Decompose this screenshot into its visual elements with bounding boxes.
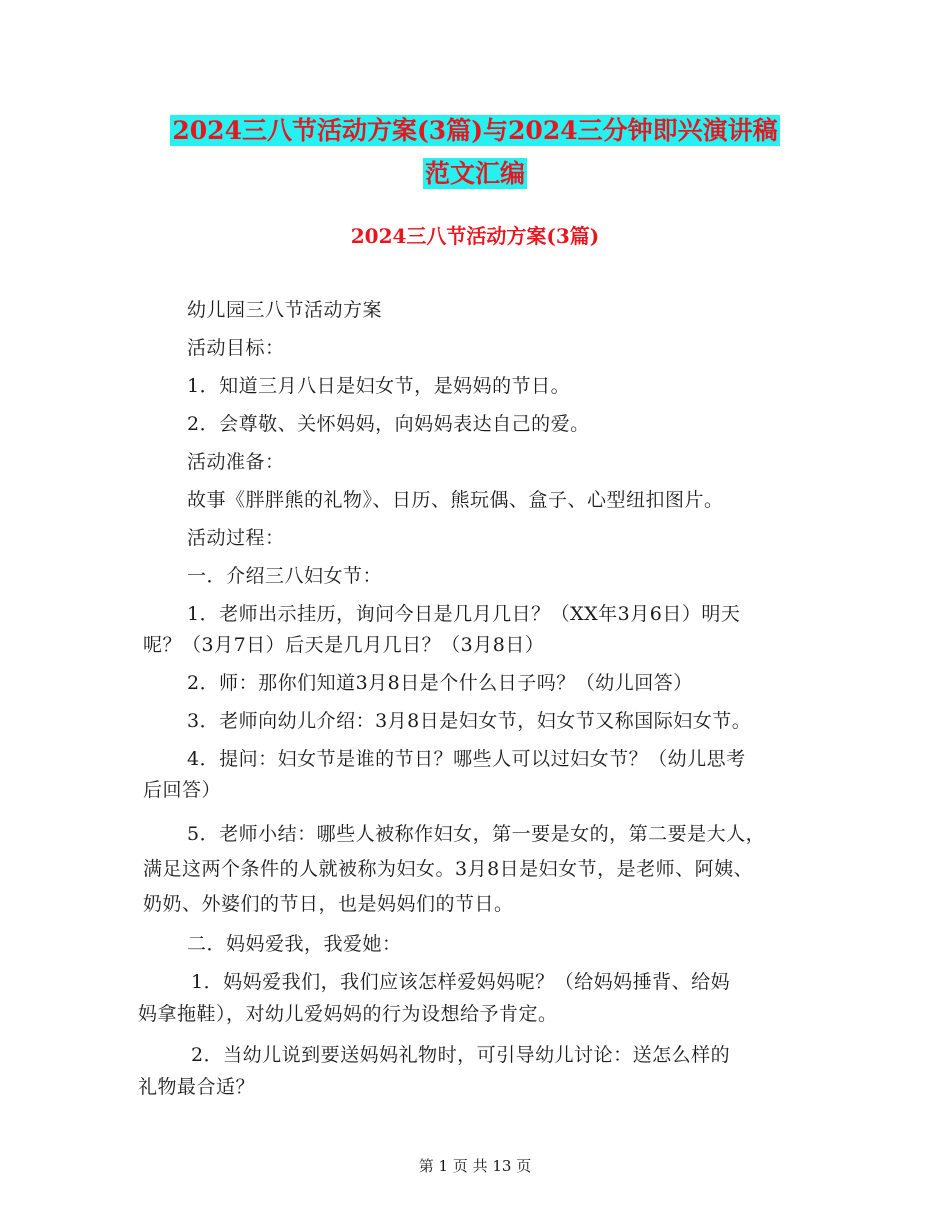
section-title: 2024三八节活动方案(3篇) bbox=[350, 224, 600, 248]
document-title-line2: 范文汇编 bbox=[424, 159, 525, 188]
paragraph-line: 1．老师出示挂历，询问今日是几月几日？（XX年3月6日）明天 bbox=[187, 603, 741, 625]
paragraph-line: 2．当幼儿说到要送妈妈礼物时，可引导幼儿讨论：送怎么样的 bbox=[191, 1044, 731, 1066]
paragraph-line: 后回答） bbox=[143, 779, 222, 801]
paragraph-line: 二．妈妈爱我，我爱她： bbox=[187, 933, 402, 955]
paragraph-line: 4．提问：妇女节是谁的节日？哪些人可以过妇女节？（幼儿思考 bbox=[187, 748, 746, 770]
paragraph-line: 妈拿拖鞋），对幼儿爱妈妈的行为设想给予肯定。 bbox=[138, 1003, 558, 1025]
paragraph-line: 幼儿园三八节活动方案 bbox=[187, 299, 383, 321]
document-title-line1: 2024三八节活动方案(3篇)与2024三分钟即兴演讲稿 bbox=[172, 116, 778, 145]
paragraph-line: 2．会尊敬、关怀妈妈，向妈妈表达自己的爱。 bbox=[187, 413, 590, 435]
paragraph-line: 活动过程： bbox=[187, 527, 285, 549]
paragraph-line: 活动准备： bbox=[187, 451, 285, 473]
paragraph-line: 3．老师向幼儿介绍：3月8日是妇女节，妇女节又称国际妇女节。 bbox=[187, 710, 752, 732]
paragraph-line: 5．老师小结：哪些人被称作妇女，第一要是女的，第二要是大人， bbox=[187, 823, 766, 845]
paragraph-line: 2．师：那你们知道3月8日是个什么日子吗？（幼儿回答） bbox=[187, 672, 693, 694]
paragraph-line: 故事《胖胖熊的礼物》、日历、熊玩偶、盒子、心型纽扣图片。 bbox=[187, 489, 724, 511]
paragraph-line: 一．介绍三八妇女节： bbox=[187, 565, 383, 587]
paragraph-line: 奶奶、外婆们的节日，也是妈妈们的节日。 bbox=[143, 893, 514, 915]
paragraph-line: 礼物最合适？ bbox=[138, 1076, 256, 1098]
paragraph-line: 满足这两个条件的人就被称为妇女。3月8日是妇女节，是老师、阿姨、 bbox=[143, 858, 754, 880]
paragraph-line: 呢？（3月7日）后天是几月几日？（3月8日） bbox=[143, 634, 545, 656]
paragraph-line: 活动目标： bbox=[187, 337, 285, 359]
paragraph-line: 1．知道三月八日是妇女节，是妈妈的节日。 bbox=[187, 375, 571, 397]
page-footer: 第 1 页 共 13 页 bbox=[418, 1157, 532, 1175]
paragraph-line: 1．妈妈爱我们，我们应该怎样爱妈妈呢？（给妈妈捶背、给妈 bbox=[191, 971, 731, 993]
